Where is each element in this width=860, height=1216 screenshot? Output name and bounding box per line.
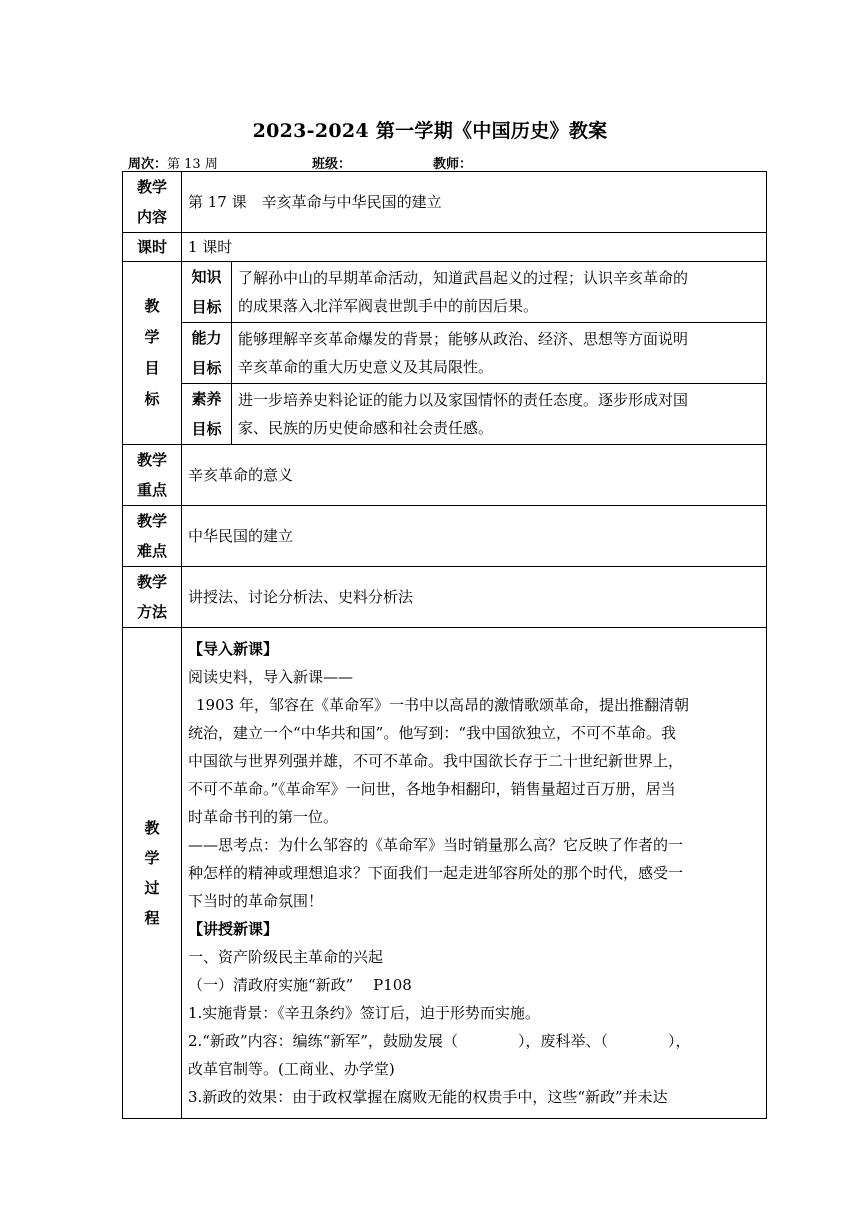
- process-line: 下当时的革命氛围！: [188, 892, 324, 910]
- hours-label: 课时: [123, 233, 182, 262]
- process-label: 教 学 过 程: [123, 628, 182, 1119]
- row-knowledge-goal: [123, 262, 767, 323]
- hours-value: 1 课时: [182, 233, 767, 262]
- goals-label: 教 学 目 标: [123, 262, 182, 445]
- row-method: [123, 567, 767, 628]
- process-line: 不可不革命。”《革命军》一问世，各地争相翻印，销售量超过百万册，居当: [188, 780, 676, 798]
- difficulty-value: 中华民国的建立: [182, 506, 767, 567]
- key-point-value: 辛亥革命的意义: [182, 445, 767, 506]
- ability-goal-text: 能够理解辛亥革命爆发的背景；能够从政治、经济、思想等方面说明 辛亥革命的重大历史意义及其局限性。: [232, 323, 767, 384]
- teacher-field: [433, 153, 472, 172]
- content-label: 教学 内容: [123, 172, 182, 233]
- class-field: [312, 153, 351, 172]
- content-value: 第 17 课 辛亥革命与中华民国的建立: [182, 172, 767, 233]
- process-line: 1.实施背景：《辛丑条约》签订后，迫于形势而实施。: [188, 1004, 540, 1022]
- knowledge-goal-label: 知识 目标: [182, 262, 232, 323]
- literacy-goal-text: 进一步培养史料论证的能力以及家国情怀的责任态度。逐步形成对国 家、民族的历史使命感和社会责任感。: [232, 384, 767, 445]
- process-line: 种怎样的精神或理想追求？下面我们一起走进邹容所处的那个时代，感受一: [188, 864, 684, 882]
- row-content: [123, 172, 767, 233]
- class-label: 班级：: [312, 157, 352, 172]
- process-line: 2.“新政”内容：编练“新军”，鼓励发展（ ），废科举、（ ），: [188, 1032, 691, 1050]
- method-label: 教学 方法: [123, 567, 182, 628]
- literacy-goal-label: 素养 目标: [182, 384, 232, 445]
- process-line: ——思考点：为什么邹容的《革命军》当时销量那么高？它反映了作者的一: [188, 836, 684, 854]
- intro-heading: 【导入新课】: [188, 640, 279, 658]
- teacher-label: 教师：: [433, 157, 473, 172]
- ability-goal-label: 能力 目标: [182, 323, 232, 384]
- key-point-label: 教学 重点: [123, 445, 182, 506]
- process-line: 中国欲与世界列强并雄，不可不革命。我中国欲长存于二十世纪新世界上，: [188, 752, 684, 770]
- process-line: 改革官制等。(工商业、办学堂): [188, 1060, 395, 1078]
- process-line: 一、资产阶级民主革命的兴起: [188, 948, 384, 966]
- row-difficulty: [123, 506, 767, 567]
- process-line: （一）清政府实施“新政” P108: [188, 976, 412, 994]
- process-line: 统治，建立一个“中华共和国”。他写到：“我中国欲独立，不可不革命。我: [188, 724, 677, 742]
- row-ability-goal: [123, 323, 767, 384]
- row-key-point: [123, 445, 767, 506]
- difficulty-label: 教学 难点: [123, 506, 182, 567]
- lecture-heading: 【讲授新课】: [188, 920, 279, 938]
- row-process: [123, 628, 767, 1119]
- process-content: [182, 628, 767, 1119]
- process-line: 1903 年，邹容在《革命军》一书中以高昂的激情歌颂革命，提出推翻清朝: [196, 696, 689, 714]
- lesson-plan-table: [122, 171, 767, 1119]
- week-value: 第 13 周: [167, 157, 218, 172]
- method-value: 讲授法、讨论分析法、史料分析法: [182, 567, 767, 628]
- week-label: 周次：: [128, 157, 168, 172]
- process-line: 阅读史料，导入新课——: [188, 668, 354, 686]
- week-field: [128, 153, 218, 172]
- document-title: 2023-2024 第一学期《中国历史》教案: [252, 120, 608, 142]
- row-literacy-goal: [123, 384, 767, 445]
- process-line: 时革命书刊的第一位。: [188, 808, 339, 826]
- knowledge-goal-text: 了解孙中山的早期革命活动，知道武昌起义的过程；认识辛亥革命的 的成果落入北洋军阀袁世凯手中的前因后果。: [232, 262, 767, 323]
- row-hours: [123, 233, 767, 262]
- process-line: 3.新政的效果：由于政权掌握在腐败无能的权贵手中，这些“新政”并未达: [188, 1088, 668, 1106]
